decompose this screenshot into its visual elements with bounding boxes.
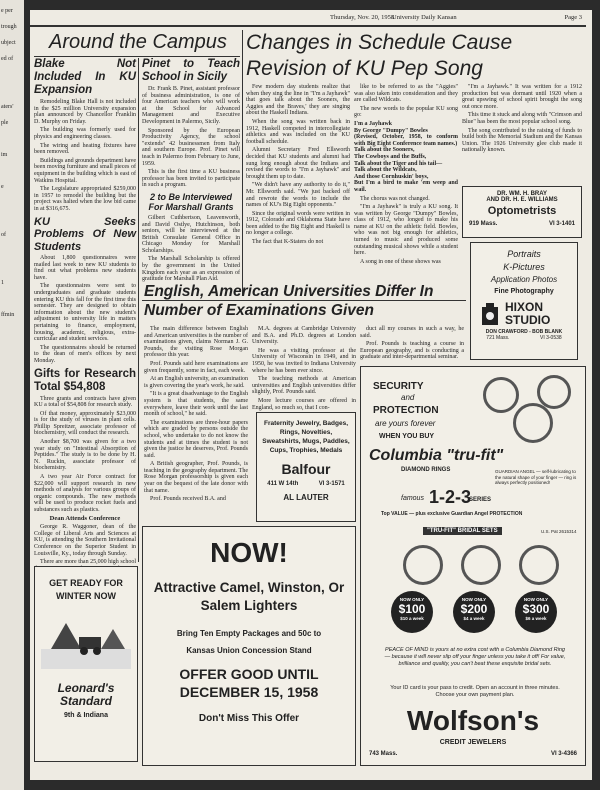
pep-paragraph: "We didn't have any authority to do it," Mr. Ellsworth said. "We just backed off and rewrote the words to include the names of KU's Big Eight opponents." — [246, 182, 350, 209]
adjacent-page-fragment: aters' — [1, 104, 14, 110]
hixon-line3: Application Photos — [490, 275, 558, 284]
lyric-line: And those Cornhuskin' boys, — [354, 173, 429, 180]
section-title: Around the Campus — [49, 31, 227, 53]
adjacent-page-fragment: ed of — [1, 56, 14, 62]
dean-paragraph: George R. Waggoner, dean of the College of Liberal Arts and Sciences at KU, is attending the Southern Invitational Conference on the Superior Student in Louisville, Ky., today through Sunday. — [34, 524, 136, 557]
now-tagline: Don't Miss This Offer — [198, 713, 300, 724]
blake-paragraph: The building was formerly used for physics and engineering classes. — [34, 127, 136, 140]
ad-balfour — [256, 412, 356, 522]
campus-column-1 — [34, 58, 136, 566]
english-paragraph: M.A. degrees at Cambridge University and B.A. and Ph.D. degrees at London University. — [252, 326, 356, 346]
wolfson-peace: PEACE OF MIND is yours at no extra cost with a Columbia Diamond Ring — because it will never slip off your finger unless you take it off! For value, brilliance and quality, you can't beat these exquisite bridal sets. — [384, 647, 566, 667]
english-paragraph: Prof. Pounds is teaching a course in European geography, and is conducting a graduate and inter-departmental seminar. — [360, 341, 464, 361]
hixon-address: 721 Mass. — [486, 335, 510, 341]
now-instruction: Bring Ten Empty Packages and 50c to — [176, 629, 322, 638]
balfour-address: 411 W 14th — [267, 481, 299, 487]
article-blake — [34, 99, 136, 213]
wolfson-series-num: 1-2-3 — [429, 487, 472, 507]
wolfson-columbia: Columbia "tru-fit" — [369, 447, 504, 464]
balfour-contact: AL LAUTER — [283, 493, 329, 502]
adjacent-page-fragment: im — [1, 152, 8, 158]
ad-hixon-studio — [470, 242, 578, 360]
newspaper-page — [30, 10, 592, 780]
adjacent-page-fragment: ple — [1, 120, 9, 126]
pep-paragraph: The song contributed to the raising of funds to build both the Memorial Stadium and the Kansas Union. The 1926 University glee club made it nationally known. — [462, 127, 582, 154]
ku-seeks-paragraph: The questionnaires should be returned to the dean of men's offices by next Monday. — [34, 344, 136, 364]
pinet-paragraph: Sponsored by the European Productivity Agency, the school "extends" 42 businessmen from Italy and southern Europe. Prof. Pinet will teach in Palermo from February to June, 1959. — [142, 127, 240, 167]
lyric-line: The Cowboys and the Buffs, — [354, 153, 427, 160]
wolfson-guardian: GUARDIAN ANGEL — self-lubricating to the natural shape of your finger — ring is always perfectly positioned! — [495, 469, 577, 485]
pep-song-col-3 — [462, 84, 582, 184]
gifts-paragraph: Three grants and contracts have given KU a total of $54,808 for research study. — [34, 395, 136, 409]
english-paragraph: The teaching methods at American universities and English universities differ slightly, Prof. Pounds said. — [252, 376, 356, 396]
gifts-paragraph: Of that money, approximately $23,000 is for the study of viruses in plant cells. Phillip Spreitzer, associate professor of biochemistry, will conduct the research. — [34, 410, 136, 437]
balfour-text: Fraternity Jewelry, Badges, Rings, Novelties, Sweatshirts, Mugs, Paddles, Cups, Trophies, Medals — [262, 420, 350, 454]
marshall-paragraph: Gilbert Cuthbertson, Leavenworth, and David Ostlye, Hutchinson, both seniors, will be interviewed at the British Consulate General Office in Chicago Monday for Marshall Scholarships. — [142, 214, 240, 254]
now-valid: OFFER GOOD UNTIL DECEMBER 15, 1958 — [179, 666, 319, 700]
balfour-brand: Balfour — [281, 461, 331, 477]
gifts-paragraph: Another $8,700 was given for a two year study on "Intestinal Absorption of Peptides." The study is to be done by H. N. Ruckin, associate professor of biochemistry. — [34, 439, 136, 472]
pep-song-col-2 — [354, 84, 458, 296]
winter-scene-illustration — [41, 609, 131, 669]
headline-blake: Blake Not Included In KU Expansion — [34, 58, 136, 96]
pep-paragraph: The new words to the popular KU song go: — [354, 105, 458, 119]
blake-paragraph: Buildings and grounds department have been moving furniture and small pieces of equipment in the building which is east of Watkins Hospital. — [34, 157, 136, 184]
adjacent-page-fragment: e per — [1, 8, 13, 14]
lyric-line: (Revised, October, 1958, to conform with Big Eight Conference team names.) — [354, 134, 458, 147]
lyric-line: I'm a Jayhawk — [354, 120, 393, 127]
diamond-ring-icon — [537, 375, 571, 409]
english-col-2 — [252, 326, 356, 411]
headline-marshall: 2 to Be Interviewed For Marshall Grants — [148, 191, 234, 213]
bridal-ring-icon — [519, 545, 559, 585]
price-badge-1: NOW ONLY $100 $10 a week — [391, 591, 433, 633]
ad-wolfsons — [360, 366, 586, 766]
wolfson-credit-note: Your ID card is your pass to credit. Open an account in three minutes. Choose your own payment plan. — [390, 685, 560, 698]
headline-english-american: English, American Universities Differ In Number of Examinations Given — [144, 283, 434, 319]
pinet-paragraph: This is the first time a KU business professor has been invited to participate in such a program. — [142, 169, 240, 189]
pep-paragraph: Since the original words were written in 1912, Colorado and Oklahoma State have been added to the Big Eight and Haskell is no longer a college. — [246, 210, 350, 237]
blake-paragraph: The wiring and heating fixtures have been removed. — [34, 142, 136, 156]
pep-paragraph: The fact that K-Staters do not — [252, 239, 324, 246]
pep-paragraph: The chorus was not changed. — [360, 195, 430, 202]
diamond-ring-icon — [483, 377, 519, 413]
headline-ku-seeks: KU Seeks Problems Of New Students — [34, 215, 136, 253]
adjacent-page-fragment: of — [1, 232, 6, 238]
lyric-line: But I'm a bird to make 'em weep and wail. — [354, 180, 458, 193]
now-offer: Attractive Camel, Winston, Or Salem Lighters — [153, 580, 345, 613]
hixon-phone: VI 3-0538 — [539, 335, 562, 341]
pep-paragraph: "I'm a Jayhawk" is truly a KU song. It was written by George "Dumpy" Bowles, class of 1912, who longed to make his name at KU on the athletic field. Bowles, who was not big enough for athletics, turned to music and produced some outstanding musical shows while a student here. — [354, 204, 458, 257]
wolfson-address: 743 Mass. — [369, 751, 398, 757]
lyric-line: Talk about the Wildcats, — [354, 167, 417, 174]
hixon-line4: Fine Photography — [494, 288, 554, 295]
header-date: Thursday, Nov. 20, 1958 — [330, 14, 395, 21]
campus-column-2 — [142, 58, 240, 298]
bridal-ring-icon — [461, 545, 501, 585]
article-gifts — [34, 396, 136, 514]
bridal-ring-icon — [403, 545, 443, 585]
english-paragraph: More lecture courses are offered in England, so much so, that I con- — [252, 397, 356, 411]
english-paragraph: A British geographer, Prof. Pounds, is teaching in the geography department. The Rose Morgan professorship is given each year on the bequest of the late donor with that name. — [144, 461, 248, 494]
headline-dean: Dean Attends Conference — [49, 514, 121, 522]
lyric-line: Talk about the Tiger and his tail— — [354, 160, 443, 167]
wolfson-diamond: DIAMOND RINGS — [401, 467, 451, 473]
wolfson-forever: are yours forever — [375, 419, 436, 428]
wolfson-credit: CREDIT JEWELERS — [439, 739, 507, 746]
ku-seeks-paragraph: The questionnaires were sent to undergraduates and graduate students entering KU this fall for the first time this semester. They are designed to obtain information about the new student's adjustment to university life in matters pertaining to finance, employment, housing, academic, religious, extra-curricular and student services. — [34, 283, 136, 343]
wolfson-phone: VI 3-4366 — [550, 751, 577, 757]
adjacent-page-fragment: 1 — [1, 280, 4, 286]
pep-song-col-1 — [246, 84, 350, 296]
blake-paragraph: Remodeling Blake Hall is not included in the $25 million University expansion plan announced by Chancellor Franklin D. Murphy on Friday. — [34, 99, 136, 125]
pinet-paragraph: Dr. Frank B. Pinet, assistant professor of business administration, is one of four American teachers who will work at the School for Advanced Management and Executive Development in Palermo, Sicily. — [142, 86, 240, 125]
hixon-line1: Portraits — [507, 249, 541, 259]
english-paragraph: "It is a great disadvantage to the English system is that students, the same everywhere, leave their work until the last month of school," he said. — [144, 391, 248, 418]
marshall-paragraph: The Marshall Scholarship is offered by the government in the United Kingdom each year as an expression of gratitude for Marshall Plan Aid. — [142, 256, 240, 283]
headline-pep-song: Changes in Schedule Cause Revision of KU Pep Song — [246, 31, 513, 80]
header-page: Page 3 — [564, 14, 582, 21]
page-header — [30, 14, 586, 24]
diamond-ring-icon — [513, 403, 553, 443]
dean-paragraph: There are more than 25,000 high school — [40, 559, 136, 566]
opto-title: Optometrists — [487, 205, 557, 217]
pep-paragraph: When the song was written back in 1912, Haskell competed in intercollegiate athletics and was included on the KU football schedule. — [246, 118, 350, 145]
leonard-brand: Leonard's Standard — [57, 681, 115, 708]
english-paragraph: Prof. Pounds received B.A. and — [150, 496, 226, 503]
adjacent-page-fragment: e — [1, 184, 4, 190]
pep-paragraph: Alumni Secretary Fred Ellsworth decided that KU students and alumni had sung long enough about the Indians and revised the words to "I'm a Jayhawk" and brought them up to date. — [246, 147, 350, 180]
wolfson-when: WHEN YOU BUY — [379, 433, 435, 440]
pep-paragraph: Few modern day students realize that when they sing the line in "I'm a Jayhawk" that goes talk about the Sooners, the Aggies and the Braves,' they are singing about the Haskell Indians. — [246, 84, 350, 117]
now-headline: NOW! — [210, 537, 288, 568]
opto-address: 919 Mass. — [469, 221, 498, 227]
headline-gifts: Gifts for Research Total $54,808 — [34, 367, 136, 393]
ad-optometrists — [462, 186, 582, 238]
english-paragraph: duct all my courses in such a way, he said. — [360, 326, 464, 339]
wolfson-famous: famous — [401, 495, 424, 502]
english-paragraph: The examinations are three-hour papers which are graded by persons outside the school, who undertake to do not know the students and at times the student is not given the justice he deserves, Prof. Pounds said. — [144, 419, 248, 459]
pep-paragraph: This time it stuck and along with "Crimson and Blue" has been the most popular school song. — [462, 112, 582, 125]
ad-lighters — [142, 526, 356, 766]
wolfson-series: SERIES — [469, 497, 492, 503]
wolfson-security: SECURITY — [373, 381, 424, 392]
adjacent-page-edge — [0, 0, 24, 790]
english-paragraph: At an English university, an examination is given covering the year's work, he said. — [144, 376, 248, 389]
wolfson-patent: U.S. Pat 2615314 — [541, 529, 577, 534]
hixon-names: DON CRAWFORD - BOB BLANK — [485, 329, 563, 335]
leonard-address: 9th & Indiana — [64, 712, 108, 719]
price-badge-2: NOW ONLY $200 $4 a week — [453, 591, 495, 633]
lyric-line: By George "Dumpy" Bowles — [354, 127, 428, 134]
headline-pinet: Pinet to Teach School in Sicily — [142, 58, 240, 83]
gifts-paragraph: A two year Air Force contract for $22,000 will support research in new methods of analysis for various groups of organic compounds. The new methods will be used to produce rocket fuels and substances such as plastics. — [34, 474, 136, 513]
hixon-line2: K-Pictures — [503, 262, 545, 272]
pep-paragraph: like to be referred to as the "Aggies" was also taken into consideration and they are called Wildcats. — [354, 84, 458, 104]
english-paragraph: He was a visiting professor at the University of Wisconsin in 1949, and in 1950, he was invited to Indiana University where he has been ever since. — [252, 347, 356, 374]
article-ku-seeks — [34, 255, 136, 365]
wolfson-brand: Wolfson's — [406, 705, 540, 736]
pep-paragraph: A song in one of these shows was — [360, 258, 441, 265]
now-location: Kansas Union Concession Stand — [186, 646, 312, 655]
leonard-headline: GET READY FOR WINTER NOW — [49, 578, 123, 601]
opto-phone: VI 3-1401 — [548, 221, 575, 227]
opto-names: DR. WM. H. BRAY AND DR. H. E. WILLIAMS — [486, 191, 558, 203]
header-paper: University Daily Kansan — [392, 14, 457, 21]
wolfson-bridal: "TRU-FIT" BRIDAL SETS — [423, 527, 502, 535]
hixon-brand: HIXON STUDIO — [505, 300, 551, 327]
english-paragraph: Prof. Pounds said here examinations are given frequently, some in fact, each week. — [144, 360, 248, 374]
ad-leonards — [34, 566, 138, 762]
article-pinet — [142, 86, 240, 189]
balfour-phone: VI 3-1571 — [318, 481, 345, 487]
english-col-3 — [360, 326, 464, 366]
lyric-line: Talk about the Sooners, — [354, 147, 415, 154]
wolfson-protection: PROTECTION — [373, 405, 439, 416]
hixon-camera-icon — [479, 301, 501, 327]
wolfson-and: and — [401, 393, 415, 402]
article-marshall — [142, 215, 240, 283]
adjacent-page-fragment: trough — [1, 24, 17, 30]
ku-seeks-paragraph: About 1,800 questionnaires were mailed last week to new KU students to find out what problems new students have. — [34, 255, 136, 281]
price-badge-3: NOW ONLY $300 $6 a week — [515, 591, 557, 633]
adjacent-page-fragment: ubject — [1, 40, 16, 46]
blake-paragraph: The Legislature appropriated $259,000 in 1957 to remodel the building but the project was halted when the low bid came in at $316,675. — [34, 186, 136, 212]
wolfson-topvalue: Top VALUE — plus exclusive Guardian Angel PROTECTION — [381, 511, 523, 517]
english-col-1 — [144, 326, 248, 520]
english-paragraph: The main difference between English and American universities is the number of examinations given, claims Norman J. G. Pounds, the visiting Rose Morgan professor this year. — [144, 326, 248, 359]
pep-paragraph: "I'm a Jayhawk." It was written for a 1912 production but was dormant until 1920 when a great upswing of school spirit brought the song out once more. — [462, 84, 582, 110]
adjacent-page-fragment: ffmin — [1, 312, 15, 318]
